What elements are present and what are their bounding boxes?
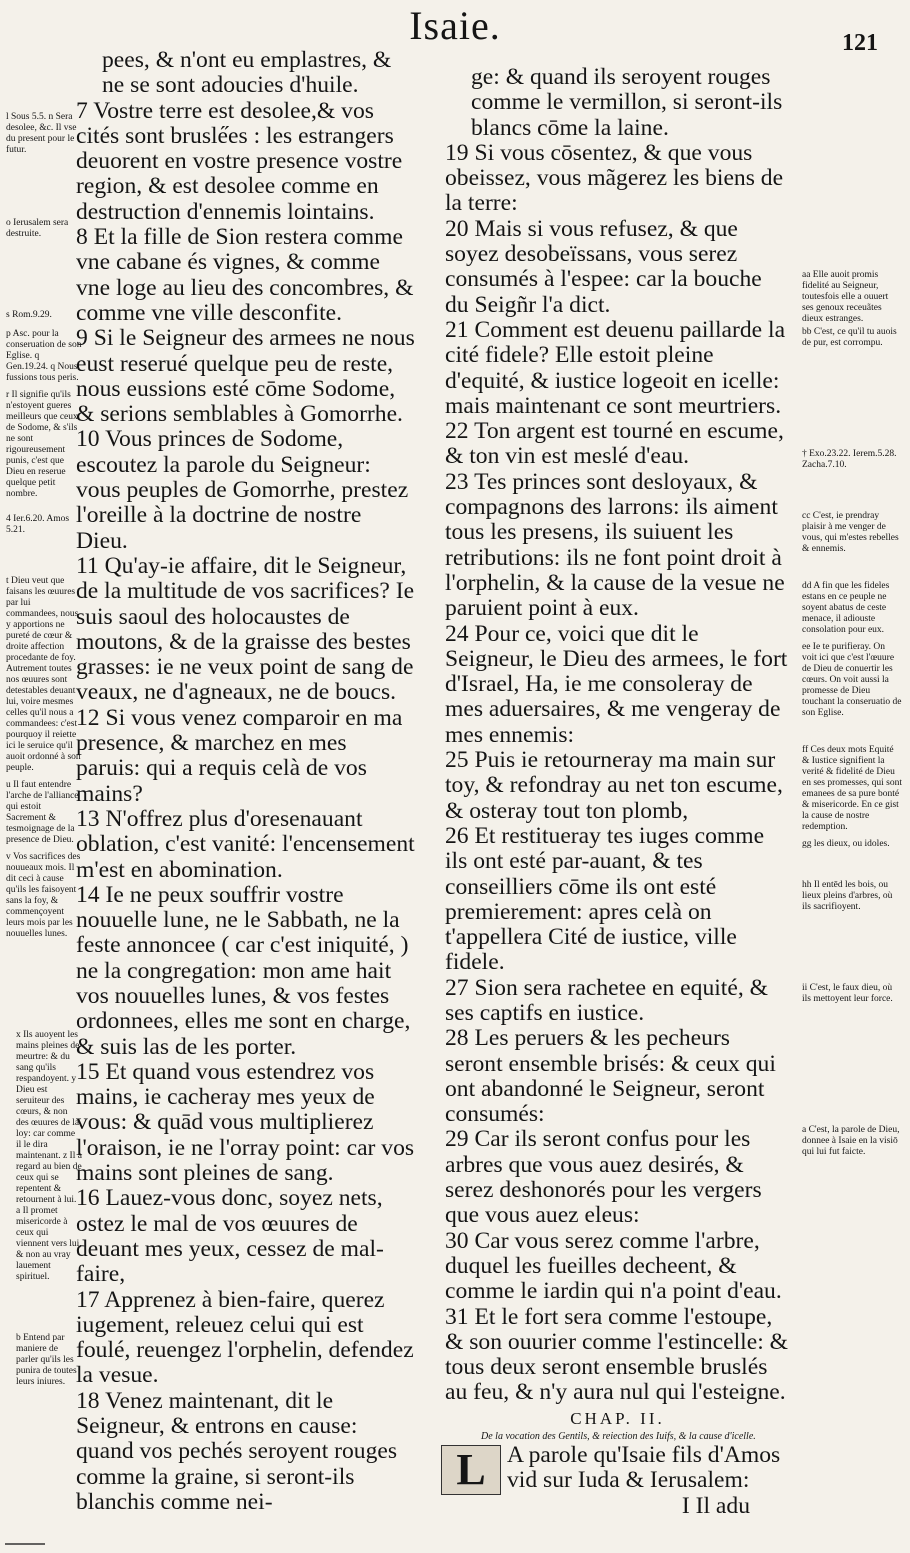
verse-text: pees, & n'ont eu emplastres, & ne se sont adoucies d'huile. <box>102 47 392 99</box>
margin-note: p Asc. pour la conseruation de son Eglise. q Gen.19.24. q Nous fussions tous peris. <box>6 329 82 383</box>
margin-note: gg les dieux, ou idoles. <box>802 839 890 849</box>
margin-note: r Il signifie qu'ils n'estoyent gueres meilleurs que ceux de Sodome, & s'ils ne sont rigoureusement punis, c'est que Dieu en reserue quelque petit nombre. <box>6 390 78 499</box>
page-edge-mark <box>5 1530 45 1550</box>
margin-note: cc C'est, ie prendray plaisir à me venger de vous, qui m'estes rebelles & ennemis. <box>802 511 899 554</box>
verse-text: 25 Puis ie retourneray ma main sur toy, & refondray au net ton escume, & osteray tout ton plomb, <box>445 747 783 824</box>
decorated-initial: L <box>441 1445 501 1495</box>
verse-text: 18 Venez maintenant, dit le Seigneur, & entrons en cause: quand vos pechés seroyent rouges comme la graine, si seront-ils blanchis comme nei- <box>76 1387 398 1515</box>
verse-text: 22 Ton argent est tourné en escume, & ton vin est meslé d'eau. <box>445 418 784 470</box>
verse-text: 7 Vostre terre est desolee,& vos cités sont brusle̋es : les estrangers deuorent en vostre presence vostre region, & est desolee comme en destruction d'ennemis lointains. <box>76 97 403 225</box>
chapter-heading: CHAP. II. <box>570 1408 665 1428</box>
margin-note: x Ils auoyent les mains pleines de meurtre: & du sang qu'ils respandoyent. y Dieu est seruiteur des cœurs, & non des œuures de la loy: car comme il le dira maintenant. z Il a regard au bien de ceux qui se repentent & retournent à lui. a Il promet misericorde à ceux qui viennent vers lui, & non au vray lauement spirituel. <box>16 1030 82 1282</box>
margin-note: ff Ces deux mots Equité & Iustice signifient la verité & fidelité de Dieu en ses promesses, qui sont emanees de sa pure bonté & misericorde. En ce gist la cause de nostre redemption. <box>802 745 903 832</box>
verse-text: 12 Si vous venez comparoir en ma presence, & marchez en mes paruis: qui a requis celà de vos mains? <box>76 704 403 807</box>
verse-text: ge: & quand ils seroyent rouges comme le vermillon, si seront-ils blancs cōme la laine. <box>471 64 783 141</box>
right-column <box>445 65 790 1519</box>
verse-text: 28 Les peruers & les pecheurs seront ensemble brisés: & ceux qui ont abandonné le Seigneur, seront consumés: <box>445 1025 776 1128</box>
margin-note: dd A fin que les fideles estans en ce peuple ne soyent abatus de ceste menace, il adiouste consolation pour eux. <box>802 581 890 635</box>
verse-text: 8 Et la fille de Sion restera comme vne cabane és vignes, & comme vne loge au lieu des concombres, & comme vne ville desconfite. <box>76 224 414 326</box>
margin-note: ee Ie te purifieray. On voit ici que c'est l'œuure de Dieu de conuertir les cœurs. On voit aussi la promesse de Dieu touchant la conseruatio de son Eglise. <box>802 642 902 718</box>
verse-text: 10 Vous princes de Sodome, escoutez la parole du Seigneur: vous peuples de Gomorrhe, prestez l'oreille à la doctrine de nostre Dieu. <box>76 426 409 554</box>
verse-text: 26 Et restitueray tes iuges comme ils ont esté par-auant, & tes conseilliers cōme ils ont esté premierement: apres celà on t'appellera Cité de iustice, ville fidele. <box>445 822 765 976</box>
page-number: 121 <box>842 30 878 56</box>
chapter-opening: A parole qu'Isaie fils d'Amos vid sur Iuda & Ierusalem: <box>507 1442 781 1494</box>
verse-text: 21 Comment est deuenu paillarde la cité fidele? Elle estoit pleine d'equité, & iustice logeoit en icelle: mais maintenant ce sont meurtriers. <box>445 316 786 419</box>
margin-note: 4 Ier.6.20. Amos 5.21. <box>6 514 70 535</box>
verse-text: 24 Pour ce, voici que dit le Seigneur, le Dieu des armees, le fort d'Israel, Ha, ie me consoleray de mes aduersaires, & me vengeray de mes ennemis: <box>445 620 788 748</box>
chapter-summary: De la vocation des Gentils, & reiection des Iuifs, & la cause d'icelle. <box>481 1431 756 1443</box>
running-title: Isaie. <box>409 3 501 48</box>
verse-text: 15 Et quand vous estendrez vos mains, ie cacheray mes yeux de vous: & quād vous multiplierez l'oraison, ie ne l'orray point: car vos mains sont pleines de sang. <box>76 1058 415 1187</box>
verse-text: 29 Car ils seront confus pour les arbres que vous auez desirés, & serez deshonorés pour les vergers que vous auez eleus: <box>445 1126 762 1229</box>
verse-text: 13 N'offrez plus d'oresenauant oblation, c'est vanité: l'encensement m'est en abomination. <box>76 805 415 883</box>
verse-text: 31 Et le fort sera comme l'estoupe, & son ouurier comme l'estincelle: & tous deux seront ensemble bruslés au feu, & n'y aura nul qui l'esteigne. <box>445 1303 788 1406</box>
margin-note: aa Elle auoit promis fidelité au Seigneur, toutesfois elle a ouuert ses genoux receuãtes dieux estranges. <box>802 270 889 324</box>
left-column <box>76 48 416 1515</box>
margin-note: o Ierusalem sera destruite. <box>6 218 69 239</box>
margin-note: b Entend par maniere de parler qu'ils les punira de toutes leurs iniures. <box>16 1333 77 1387</box>
margin-note: s Rom.9.29. <box>6 310 52 320</box>
margin-note: hh Il entēd les bois, ou lieux pleins d'arbres, où ils sacrifioyent. <box>802 880 893 912</box>
margin-note: † Exo.23.22. Ierem.5.28. Zacha.7.10. <box>802 449 897 470</box>
margin-note: l Sous 5.5. n Sera desolee, &c. Il vse du present pour le futur. <box>6 112 77 155</box>
catchword: I Il adu <box>681 1492 750 1519</box>
verse-text: 27 Sion sera rachetee en equité, & ses captifs en iustice. <box>445 974 768 1026</box>
verse-text: 11 Qu'ay-ie affaire, dit le Seigneur, de la multitude de vos sacrifices? Ie suis saoul des holocaustes de moutons, & de la graisse des bestes grasses: ie ne veux point de sang de veaux, ne d'agneaux, ne de boucs. <box>76 552 415 706</box>
left-margin-notes <box>6 112 82 1394</box>
verse-text: 23 Tes princes sont desloyaux, & compagnons des larrons: ils aiment tous les presens, ils suiuent les retributions: ils ne font point droit à l'orphelin, & la cause de la vesue ne paruient point à eux. <box>445 468 785 622</box>
verse-text: 20 Mais si vous refusez, & que soyez desobeïssans, vous serez consumés à l'espee: car la bouche du Seigñr l'a dict. <box>445 215 762 318</box>
margin-note: t Dieu veut que faisans les œuures par lui commandees, nous y apportions ne pureté de cœur & droite affection procedante de foy. Autrement toutes nos œuures sont detestables deuant lui, voire mesmes celles qu'il nous a commandees: c'est pourquoy il reiette ici le seruice qu'il auoit ordonné à son peuple. <box>6 576 81 773</box>
margin-note: v Vos sacrifices des nouueaux mois. Il dit ceci à cause qu'ils les faisoyent sans la foy, & commençoyent leurs mois par les nouuelles lunes. <box>6 852 81 939</box>
verse-text: 30 Car vous serez comme l'arbre, duquel les fueilles decheent, & comme le iardin qui n'a point d'eau. <box>445 1227 782 1305</box>
margin-note: bb C'est, ce qu'il tu auois de pur, est corrompu. <box>802 327 897 348</box>
right-margin-notes <box>802 270 902 1164</box>
verse-text: 9 Si le Seigneur des armees ne nous eust reserué quelque peu de reste, nous eussions esté cōme Sodome, & serions semblables à Gomorrhe. <box>76 325 415 428</box>
verse-text: 14 Ie ne peux souffrir vostre nouuelle lune, ne le Sabbath, ne la feste annoncee ( car c'est iniquité, ) ne la congregation: mon ame hait vos nouuelles lunes, & vos festes ordonnees, elles me sont en charge, & suis las de les porter. <box>76 881 411 1060</box>
verse-text: 19 Si vous cōsentez, & que vous obeissez, vous mãgerez les biens de la terre: <box>445 139 784 217</box>
margin-note: ii C'est, le faux dieu, où ils mettoyent leur force. <box>802 983 893 1004</box>
margin-note: a C'est, la parole de Dieu, donnee à Isaie en la visiō qui lui fut faicte. <box>802 1125 900 1157</box>
margin-note: u Il faut entendre l'arche de l'alliance qui estoit Sacrement & tesmoignage de la presence de Dieu. <box>6 780 79 845</box>
verse-text: 16 Lauez-vous donc, soyez nets, ostez le mal de vos œuures de deuant mes yeux, cessez de mal-faire, <box>76 1185 384 1288</box>
verse-text: 17 Apprenez à bien-faire, querez iugement, releuez celui qui est foulé, reuengez l'orphelin, defendez la vesue. <box>76 1286 414 1389</box>
